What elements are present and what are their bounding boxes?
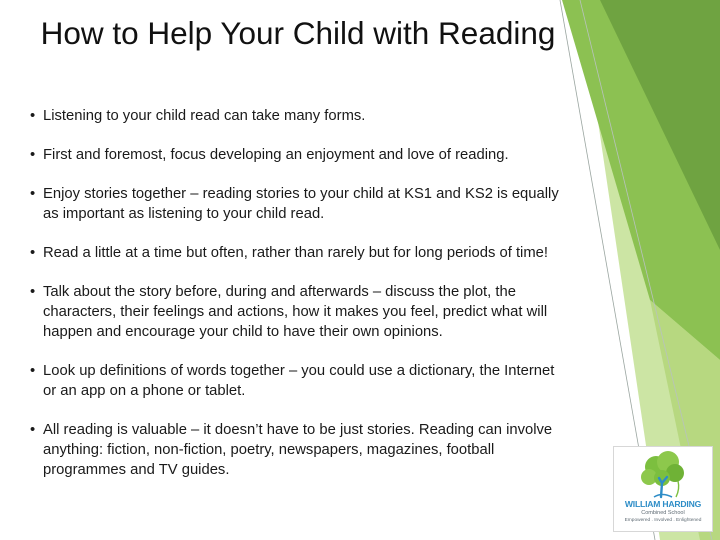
bullet-item: • Look up definitions of words together – you could use a dictionary, the Internet or an app on a phone or tablet. bbox=[30, 361, 570, 401]
bullet-item: • Talk about the story before, during and afterwards – discuss the plot, the characters, their feelings and actions, how it makes you feel, predict what will happen and encourage your child to have their own opinions. bbox=[30, 282, 570, 342]
bullet-item: • All reading is valuable – it doesn’t have to be just stories. Reading can involve anything: fiction, non-fiction, poetry, newspapers, magazines, football programmes and TV guides. bbox=[30, 420, 570, 480]
bullet-item: • Enjoy stories together – reading stories to your child at KS1 and KS2 is equally as important as listening to your child read. bbox=[30, 184, 570, 224]
slide-title: How to Help Your Child with Reading bbox=[40, 15, 556, 51]
school-logo bbox=[613, 446, 713, 532]
logo-school-name: WILLIAM HARDING bbox=[624, 499, 702, 509]
logo-subtitle: Combined School bbox=[641, 510, 685, 516]
bullet-item: • Read a little at a time but often, rather than rarely but for long periods of time! bbox=[30, 243, 570, 263]
bullet-list bbox=[30, 106, 570, 499]
tree-icon bbox=[614, 447, 714, 499]
bullet-item: • First and foremost, focus developing an enjoyment and love of reading. bbox=[30, 145, 570, 165]
logo-motto: Empowered . Involved . Enlightened bbox=[624, 518, 702, 523]
bullet-item: • Listening to your child read can take many forms. bbox=[30, 106, 570, 126]
